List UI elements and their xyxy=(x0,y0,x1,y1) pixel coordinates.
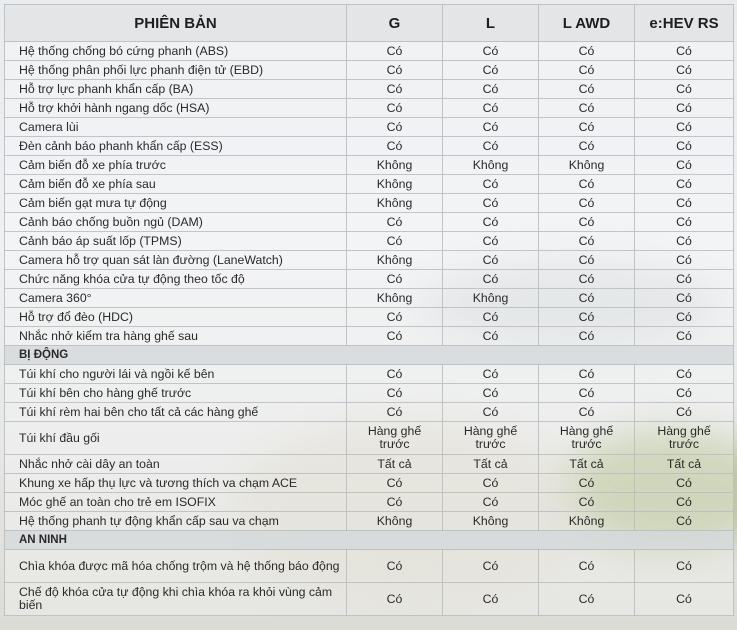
feature-cell: Nhắc nhở kiểm tra hàng ghế sau xyxy=(5,327,347,346)
value-cell: Không xyxy=(347,194,443,213)
value-cell: Có xyxy=(443,175,539,194)
table-row xyxy=(5,232,734,251)
table-row xyxy=(5,175,734,194)
header-row xyxy=(5,5,734,42)
value-cell: Có xyxy=(635,583,734,616)
value-cell: Có xyxy=(539,61,635,80)
table-row xyxy=(5,213,734,232)
feature-cell: Hệ thống chống bó cứng phanh (ABS) xyxy=(5,42,347,61)
table-row xyxy=(5,403,734,422)
table-row xyxy=(5,270,734,289)
value-cell: Không xyxy=(347,512,443,531)
feature-cell: Túi khí cho người lái và ngồi kế bên xyxy=(5,365,347,384)
value-cell: Có xyxy=(347,403,443,422)
value-cell: Có xyxy=(635,365,734,384)
value-cell: Có xyxy=(443,251,539,270)
value-cell: Có xyxy=(539,403,635,422)
value-cell: Có xyxy=(443,137,539,156)
feature-cell: Nhắc nhở cài dây an toàn xyxy=(5,455,347,474)
table-row xyxy=(5,512,734,531)
header-cell-l: L xyxy=(443,5,539,42)
table-row xyxy=(5,251,734,270)
value-cell: Có xyxy=(635,156,734,175)
feature-cell: Cảm biến đỗ xe phía sau xyxy=(5,175,347,194)
value-cell: Có xyxy=(443,365,539,384)
value-cell: Hàng ghế trước xyxy=(635,422,734,455)
feature-cell: Đèn cảnh báo phanh khẩn cấp (ESS) xyxy=(5,137,347,156)
value-cell: Có xyxy=(347,550,443,583)
value-cell: Không xyxy=(347,175,443,194)
section-header-row xyxy=(5,531,734,550)
value-cell: Tất cả xyxy=(443,455,539,474)
value-cell: Có xyxy=(443,308,539,327)
table-row xyxy=(5,194,734,213)
table-row xyxy=(5,156,734,175)
value-cell: Có xyxy=(539,99,635,118)
header-cell-l-awd: L AWD xyxy=(539,5,635,42)
value-cell: Có xyxy=(539,42,635,61)
value-cell: Có xyxy=(539,308,635,327)
value-cell: Có xyxy=(443,80,539,99)
table-row xyxy=(5,384,734,403)
value-cell: Có xyxy=(635,118,734,137)
value-cell: Có xyxy=(635,308,734,327)
feature-cell: Hỗ trợ lực phanh khẩn cấp (BA) xyxy=(5,80,347,99)
table-row xyxy=(5,493,734,512)
section-title: AN NINH xyxy=(5,531,734,550)
value-cell: Có xyxy=(635,512,734,531)
section-header-row xyxy=(5,346,734,365)
value-cell: Có xyxy=(347,327,443,346)
value-cell: Có xyxy=(347,270,443,289)
feature-cell: Cảm biến đỗ xe phía trước xyxy=(5,156,347,175)
value-cell: Không xyxy=(539,512,635,531)
section-title: BỊ ĐỘNG xyxy=(5,346,734,365)
feature-cell: Cảm biến gạt mưa tự động xyxy=(5,194,347,213)
table-row xyxy=(5,365,734,384)
header-cell-version: PHIÊN BẢN xyxy=(5,5,347,42)
value-cell: Có xyxy=(539,550,635,583)
value-cell: Có xyxy=(635,99,734,118)
value-cell: Tất cả xyxy=(347,455,443,474)
value-cell: Có xyxy=(443,42,539,61)
value-cell: Có xyxy=(635,251,734,270)
feature-cell: Túi khí bên cho hàng ghế trước xyxy=(5,384,347,403)
value-cell: Có xyxy=(443,474,539,493)
value-cell: Có xyxy=(539,175,635,194)
table-row xyxy=(5,118,734,137)
value-cell: Có xyxy=(443,550,539,583)
value-cell: Không xyxy=(539,156,635,175)
value-cell: Hàng ghế trước xyxy=(443,422,539,455)
value-cell: Có xyxy=(539,118,635,137)
value-cell: Không xyxy=(443,512,539,531)
value-cell: Không xyxy=(347,156,443,175)
value-cell: Có xyxy=(443,583,539,616)
table-row xyxy=(5,42,734,61)
value-cell: Hàng ghế trước xyxy=(347,422,443,455)
value-cell: Tất cả xyxy=(635,455,734,474)
value-cell: Có xyxy=(443,118,539,137)
value-cell: Có xyxy=(347,493,443,512)
value-cell: Có xyxy=(347,213,443,232)
value-cell: Không xyxy=(443,289,539,308)
value-cell: Có xyxy=(347,308,443,327)
value-cell: Có xyxy=(539,289,635,308)
value-cell: Có xyxy=(443,61,539,80)
value-cell: Có xyxy=(539,194,635,213)
value-cell: Có xyxy=(635,474,734,493)
value-cell: Có xyxy=(347,474,443,493)
value-cell: Có xyxy=(539,232,635,251)
value-cell: Có xyxy=(539,493,635,512)
value-cell: Có xyxy=(635,550,734,583)
value-cell: Có xyxy=(539,213,635,232)
value-cell: Có xyxy=(347,232,443,251)
feature-cell: Camera lùi xyxy=(5,118,347,137)
feature-cell: Cảnh báo áp suất lốp (TPMS) xyxy=(5,232,347,251)
value-cell: Có xyxy=(635,327,734,346)
value-cell: Có xyxy=(347,80,443,99)
value-cell: Có xyxy=(539,583,635,616)
table-row xyxy=(5,327,734,346)
value-cell: Có xyxy=(635,403,734,422)
value-cell: Có xyxy=(443,327,539,346)
feature-cell: Hệ thống phân phối lực phanh điện tử (EBD) xyxy=(5,61,347,80)
table-row xyxy=(5,474,734,493)
value-cell: Có xyxy=(443,99,539,118)
feature-cell: Cảnh báo chống buồn ngủ (DAM) xyxy=(5,213,347,232)
header-cell-ehev-rs: e:HEV RS xyxy=(635,5,734,42)
feature-cell: Hỗ trợ đổ đèo (HDC) xyxy=(5,308,347,327)
value-cell: Có xyxy=(443,403,539,422)
feature-cell: Móc ghế an toàn cho trẻ em ISOFIX xyxy=(5,493,347,512)
feature-cell: Chế độ khóa cửa tự động khi chìa khóa ra khỏi vùng cảm biến xyxy=(5,583,347,616)
value-cell: Có xyxy=(635,493,734,512)
value-cell: Có xyxy=(635,289,734,308)
value-cell: Có xyxy=(539,365,635,384)
value-cell: Tất cả xyxy=(539,455,635,474)
value-cell: Không xyxy=(347,289,443,308)
value-cell: Có xyxy=(347,61,443,80)
value-cell: Có xyxy=(635,384,734,403)
value-cell: Có xyxy=(635,175,734,194)
value-cell: Có xyxy=(347,118,443,137)
table-row xyxy=(5,137,734,156)
table-row xyxy=(5,99,734,118)
value-cell: Có xyxy=(347,384,443,403)
value-cell: Hàng ghế trước xyxy=(539,422,635,455)
feature-cell: Túi khí đầu gối xyxy=(5,422,347,455)
value-cell: Có xyxy=(443,270,539,289)
value-cell: Có xyxy=(539,270,635,289)
feature-cell: Chức năng khóa cửa tự động theo tốc độ xyxy=(5,270,347,289)
value-cell: Có xyxy=(635,61,734,80)
value-cell: Có xyxy=(443,493,539,512)
table-row xyxy=(5,455,734,474)
value-cell: Có xyxy=(347,365,443,384)
value-cell: Có xyxy=(443,232,539,251)
table-row xyxy=(5,289,734,308)
feature-cell: Camera hỗ trợ quan sát làn đường (LaneWatch) xyxy=(5,251,347,270)
value-cell: Có xyxy=(635,80,734,99)
value-cell: Có xyxy=(635,42,734,61)
value-cell: Có xyxy=(539,384,635,403)
value-cell: Không xyxy=(347,251,443,270)
value-cell: Có xyxy=(635,232,734,251)
feature-cell: Túi khí rèm hai bên cho tất cả các hàng ghế xyxy=(5,403,347,422)
table-row xyxy=(5,80,734,99)
table-row xyxy=(5,583,734,616)
feature-cell: Khung xe hấp thụ lực và tương thích va chạm ACE xyxy=(5,474,347,493)
value-cell: Không xyxy=(443,156,539,175)
table-row xyxy=(5,61,734,80)
value-cell: Có xyxy=(539,80,635,99)
value-cell: Có xyxy=(347,137,443,156)
value-cell: Có xyxy=(635,137,734,156)
feature-cell: Hỗ trợ khởi hành ngang dốc (HSA) xyxy=(5,99,347,118)
value-cell: Có xyxy=(635,213,734,232)
table-body xyxy=(5,42,734,616)
value-cell: Có xyxy=(635,194,734,213)
feature-cell: Camera 360° xyxy=(5,289,347,308)
feature-cell: Chìa khóa được mã hóa chống trộm và hệ thống báo động xyxy=(5,550,347,583)
value-cell: Có xyxy=(635,270,734,289)
value-cell: Có xyxy=(443,213,539,232)
value-cell: Có xyxy=(539,474,635,493)
table-row xyxy=(5,308,734,327)
safety-spec-table xyxy=(4,4,734,616)
value-cell: Có xyxy=(539,137,635,156)
value-cell: Có xyxy=(539,251,635,270)
header-cell-g: G xyxy=(347,5,443,42)
table-row xyxy=(5,422,734,455)
value-cell: Có xyxy=(347,99,443,118)
table-row xyxy=(5,550,734,583)
value-cell: Có xyxy=(347,583,443,616)
value-cell: Có xyxy=(347,42,443,61)
value-cell: Có xyxy=(443,384,539,403)
feature-cell: Hệ thống phanh tự động khẩn cấp sau va chạm xyxy=(5,512,347,531)
value-cell: Có xyxy=(539,327,635,346)
value-cell: Có xyxy=(443,194,539,213)
